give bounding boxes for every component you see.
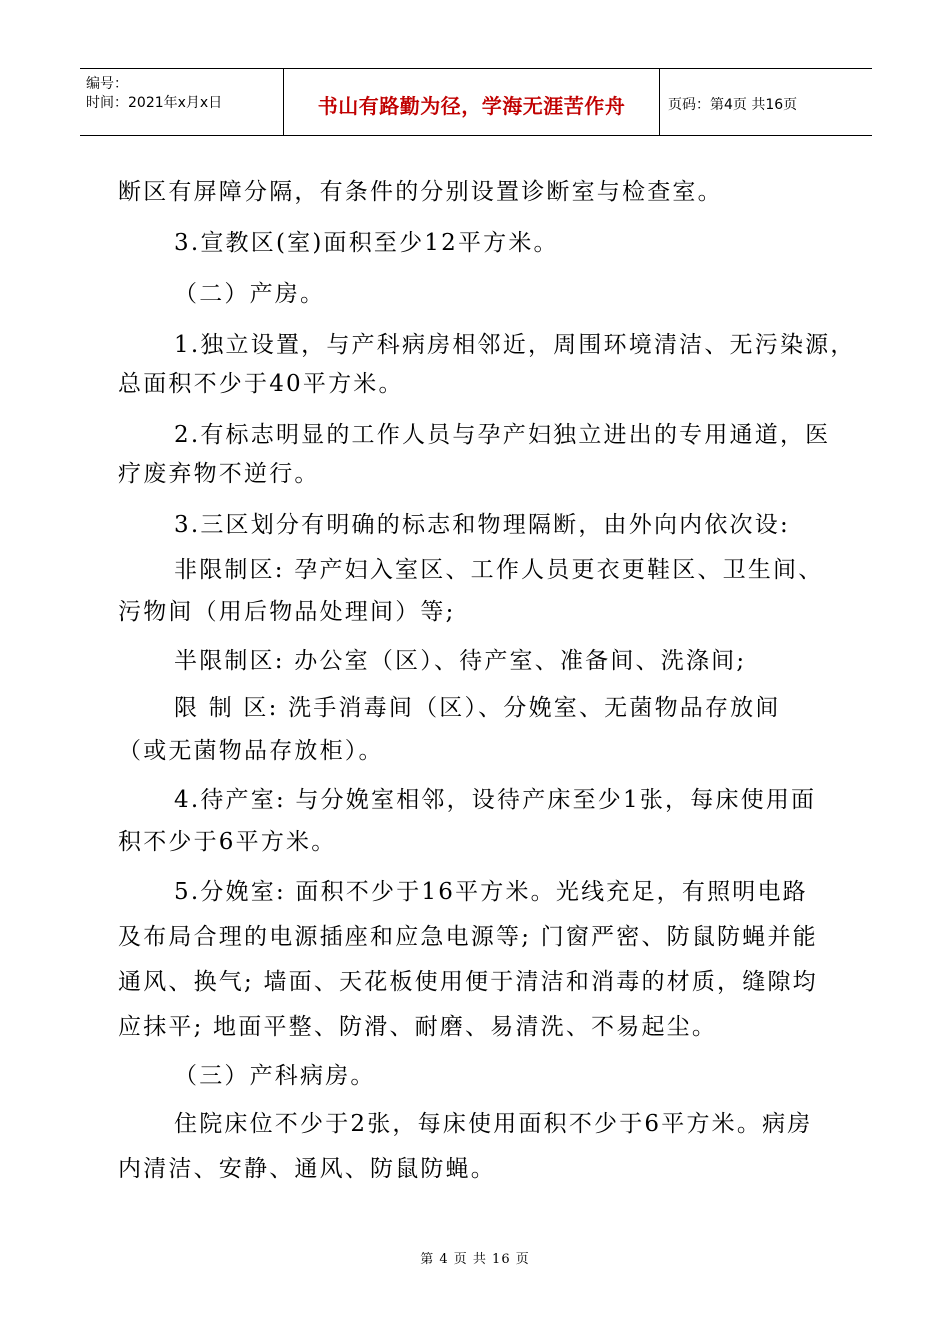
header-motto-cell bbox=[284, 69, 660, 135]
header-meta bbox=[80, 69, 284, 135]
section-heading: （三）产科病房。 bbox=[174, 1063, 376, 1089]
body-line: （或无菌物品存放柜）。 bbox=[118, 738, 384, 764]
body-line: 污物间（用后物品处理间）等; bbox=[118, 599, 456, 625]
body-line: 内清洁、安静、通风、防鼠防蝇。 bbox=[118, 1156, 496, 1182]
header-page-info bbox=[660, 69, 872, 135]
body-line: 及布局合理的电源插座和应急电源等; 门窗严密、防鼠防蝇并能 bbox=[118, 924, 818, 950]
body-line: 积不少于6平方米。 bbox=[118, 829, 337, 855]
document-header bbox=[80, 68, 872, 136]
body-line: 疗废弃物不逆行。 bbox=[118, 461, 320, 487]
body-line: 通风、换气; 墙面、天花板使用便于清洁和消毒的材质，缝隙均 bbox=[118, 969, 818, 995]
body-line: 半限制区: 办公室（区）、待产室、准备间、洗涤间; bbox=[174, 648, 747, 674]
body-line: 住院床位不少于2张，每床使用面积不少于6平方米。病房 bbox=[174, 1111, 813, 1137]
number-label: 编号： bbox=[86, 76, 128, 92]
body-line: 限 制 区: 洗手消毒间（区）、分娩室、无菌物品存放间 bbox=[174, 695, 781, 721]
body-line: 3.三区划分有明确的标志和物理隔断，由外向内依次设: bbox=[174, 512, 790, 538]
body-line: 3.宣教区(室)面积至少12平方米。 bbox=[174, 230, 559, 256]
body-line: 总面积不少于40平方米。 bbox=[118, 371, 404, 397]
body-line: 非限制区: 孕产妇入室区、工作人员更衣更鞋区、卫生间、 bbox=[174, 557, 824, 583]
body-line: 4.待产室: 与分娩室相邻，设待产床至少1张，每床使用面 bbox=[174, 787, 817, 813]
body-line: 5.分娩室: 面积不少于16平方米。光线充足，有照明电路 bbox=[174, 879, 808, 905]
page-footer: 第 4 页 共 16 页 bbox=[420, 1252, 530, 1267]
body-line: 应抹平; 地面平整、防滑、耐磨、易清洗、不易起尘。 bbox=[118, 1014, 718, 1040]
date-label: 时间：2021年x月x日 bbox=[86, 95, 223, 111]
motto-text: 书山有路勤为径，学海无涯苦作舟 bbox=[317, 93, 626, 118]
section-heading: （二）产房。 bbox=[174, 281, 326, 307]
body-line: 1.独立设置，与产科病房相邻近，周围环境清洁、无污染源， bbox=[174, 332, 856, 358]
body-line: 2.有标志明显的工作人员与孕产妇独立进出的专用通道，医 bbox=[174, 422, 831, 448]
page-info-text: 页码：第4页 共16页 bbox=[668, 97, 798, 113]
body-line: 断区有屏障分隔，有条件的分别设置诊断室与检查室。 bbox=[118, 179, 723, 205]
